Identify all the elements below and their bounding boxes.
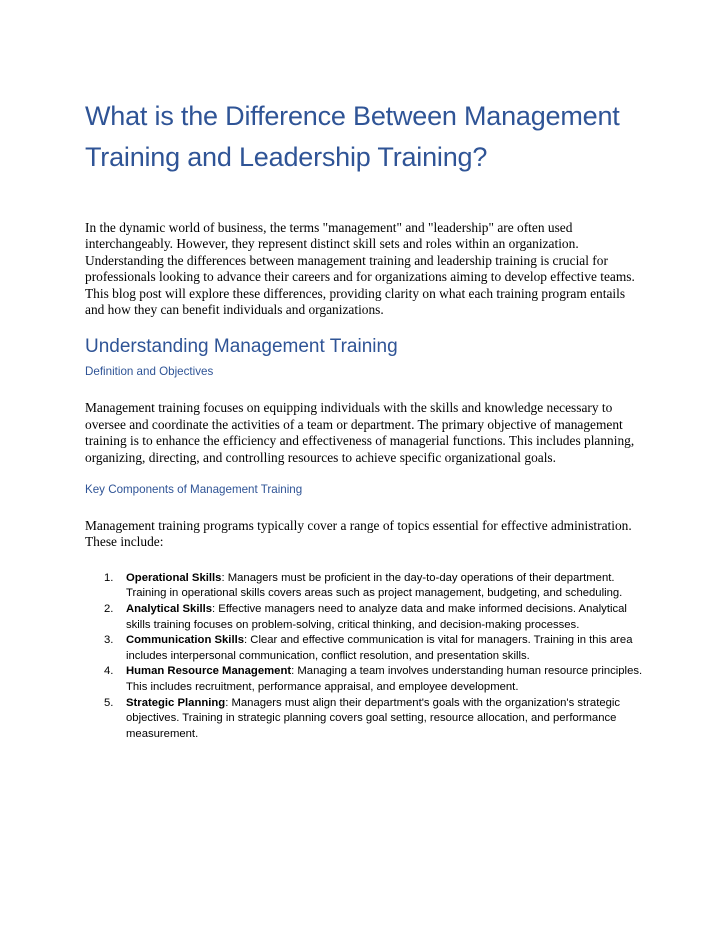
list-item-term: Operational Skills bbox=[126, 571, 222, 584]
list-item bbox=[85, 696, 645, 743]
page-title: What is the Difference Between Management Training and Leadership Training? bbox=[85, 101, 620, 172]
list-item-term: Analytical Skills bbox=[126, 603, 213, 616]
list-item-text: : Managers must align their department's goals with the organization's strategic objectives. Training in strategic planning covers goal setting, resource allocation, and performance measurement. bbox=[126, 696, 621, 740]
list-item-number: 2. bbox=[104, 603, 114, 616]
list-item-term: Strategic Planning bbox=[126, 696, 226, 709]
list-item-number: 4. bbox=[104, 665, 114, 678]
subheading-key-components: Key Components of Management Training bbox=[85, 483, 303, 497]
list-item-text: : Managing a team involves understanding human resource principles. This includes recruitment, performance appraisal, and employee development. bbox=[126, 665, 643, 694]
list-item-text: : Managers must be proficient in the day-to-day operations of their department. Training in operational skills covers areas such as project management, budgeting, and scheduling. bbox=[126, 571, 623, 600]
section-heading-management: Understanding Management Training bbox=[85, 336, 398, 358]
subheading-definition: Definition and Objectives bbox=[85, 365, 214, 379]
list-item-number: 5. bbox=[104, 696, 114, 709]
definition-paragraph: Management training focuses on equipping individuals with the skills and knowledge necessary to oversee and coordinate the activities of a team or department. The primary objective of management training is to enhance the efficiency and effectiveness of managerial functions. This includes planning, organizing, directing, and controlling resources to achieve specific organizational goals. bbox=[85, 400, 635, 465]
list-item-number: 3. bbox=[104, 634, 114, 647]
list-item-text: : Clear and effective communication is vital for managers. Training in this area includes interpersonal communication, conflict resolution, and presentation skills. bbox=[126, 634, 633, 662]
list-item-number: 1. bbox=[104, 571, 114, 584]
components-list bbox=[85, 571, 645, 743]
list-item bbox=[85, 571, 645, 602]
components-intro-paragraph: Management training programs typically cover a range of topics essential for effective administration. These include: bbox=[85, 518, 632, 550]
list-item-term: Human Resource Management bbox=[126, 665, 292, 678]
list-item bbox=[85, 664, 645, 695]
intro-paragraph: In the dynamic world of business, the terms "management" and "leadership" are often used interchangeably. However, they represent distinct skill sets and roles within an organization. Understanding the differences between management training and leadership training is crucial for professionals looking to advance their careers and for organizations aiming to develop effective teams. This blog post will explore these differences, providing clarity on what each training program entails and how they can benefit individuals and organizations. bbox=[85, 220, 635, 318]
list-item bbox=[85, 602, 645, 633]
list-item-text: : Effective managers need to analyze data and make informed decisions. Analytical skills training focuses on problem-solving, critical thinking, and decision-making processes. bbox=[126, 603, 627, 631]
list-item-term: Communication Skills bbox=[126, 634, 245, 647]
document-page bbox=[85, 96, 645, 742]
list-item bbox=[85, 633, 645, 664]
